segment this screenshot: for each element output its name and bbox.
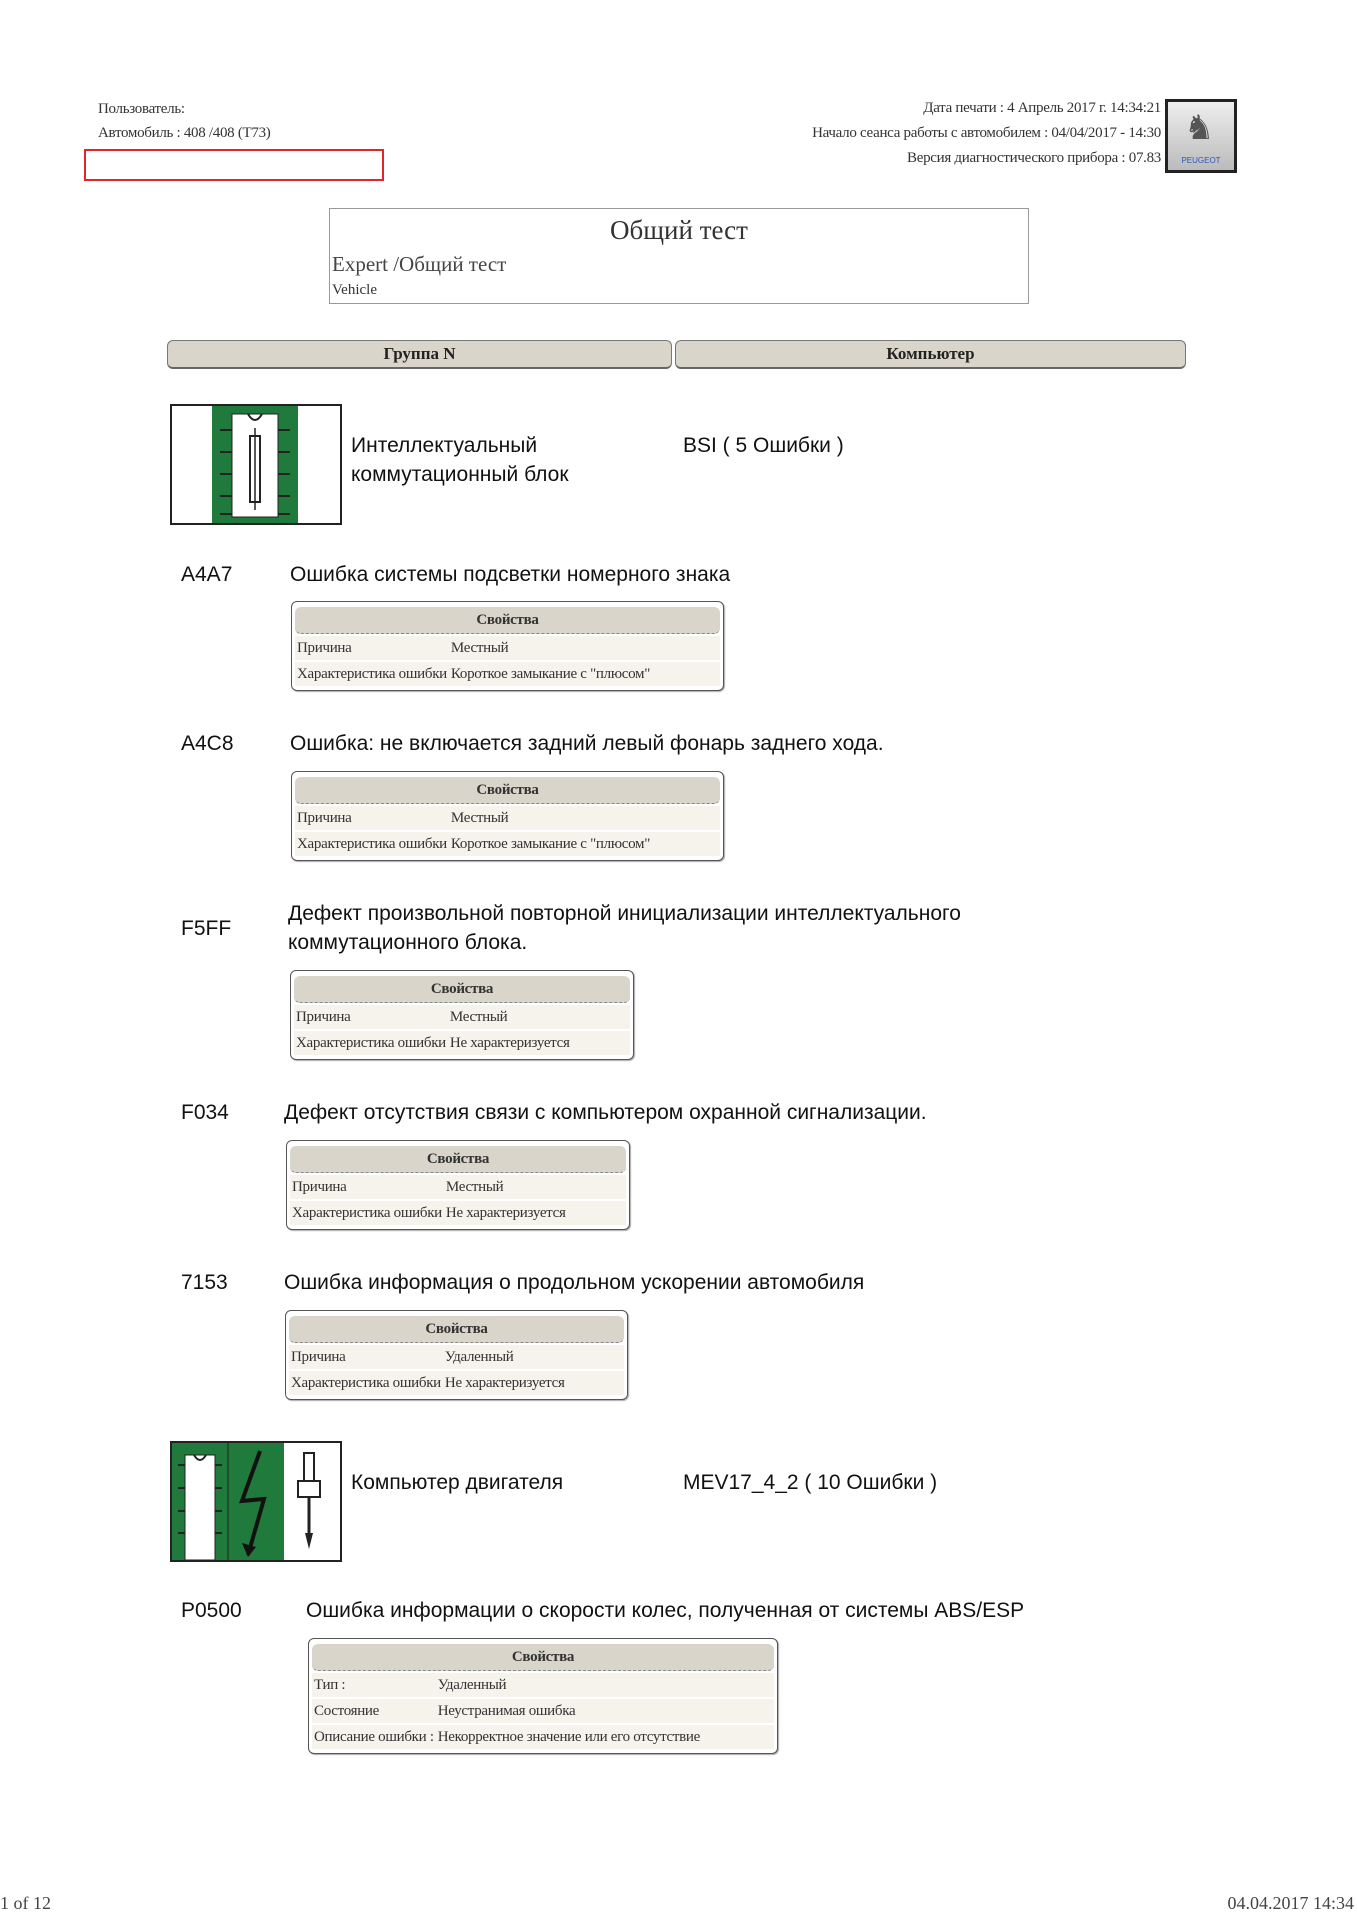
fault-title: коммутационного блока. (288, 931, 528, 954)
engine-ecu-icon (170, 1441, 342, 1562)
property-label: Характеристика ошибки (289, 1371, 443, 1395)
table-header-row (295, 607, 720, 634)
fault-title: Ошибка информация о продольном ускорении автомобиля (284, 1271, 865, 1294)
property-label: Характеристика ошибки (295, 662, 449, 686)
table-row (294, 1031, 630, 1055)
property-value: Неустранимая ошибка (436, 1699, 774, 1723)
property-value: Местный (449, 806, 720, 830)
property-label: Причина (290, 1175, 444, 1199)
property-label: Причина (295, 636, 449, 660)
highlight-box (84, 149, 384, 181)
fuse-box-icon (170, 404, 342, 525)
fault-title: Дефект отсутствия связи с компьютером охранной сигнализации. (284, 1101, 927, 1124)
property-value: Не характеризуется (443, 1371, 624, 1395)
properties-header: Свойства (295, 777, 720, 804)
table-row (312, 1673, 774, 1697)
table-row (312, 1699, 774, 1723)
property-value: Короткое замыкание с "плюсом" (449, 832, 720, 856)
lion-icon: ♞ (1184, 110, 1215, 147)
properties-table (290, 970, 634, 1060)
property-value: Удаленный (443, 1345, 624, 1369)
properties-header: Свойства (289, 1316, 624, 1343)
property-value: Короткое замыкание с "плюсом" (449, 662, 720, 686)
peugeot-logo (1165, 99, 1237, 173)
fault-code: A4C8 (181, 732, 234, 755)
table-row (290, 1201, 626, 1225)
property-value: Не характеризуется (444, 1201, 626, 1225)
properties-table (291, 771, 724, 861)
table-row (295, 636, 720, 660)
ecu-name: Интеллектуальный (351, 434, 538, 457)
properties-header: Свойства (312, 1644, 774, 1671)
properties-table (286, 1140, 630, 1230)
page-number: 1 of 12 (0, 1893, 51, 1913)
properties-header: Свойства (295, 607, 720, 634)
print-date: Дата печати : 4 Апрель 2017 г. 14:34:21 (923, 100, 1161, 116)
table-row (289, 1371, 624, 1395)
properties-grid (289, 1314, 624, 1397)
table-row (290, 1175, 626, 1199)
property-label: Характеристика ошибки (290, 1201, 444, 1225)
properties-header: Свойства (290, 1146, 626, 1173)
user-label: Пользователь: (98, 101, 185, 117)
properties-header: Свойства (294, 976, 630, 1003)
fault-code: 7153 (181, 1271, 228, 1294)
fault-code: F034 (181, 1101, 229, 1124)
fault-title: Ошибка информации о скорости колес, полученная от системы ABS/ESP (306, 1599, 1025, 1622)
table-row (295, 806, 720, 830)
fault-code: F5FF (181, 917, 232, 940)
property-value: Некорректное значение или его отсутствие (436, 1725, 774, 1749)
table-row (295, 832, 720, 856)
column-header-computer: Компьютер (675, 340, 1186, 369)
properties-grid (312, 1642, 774, 1751)
properties-table (291, 601, 724, 691)
fault-title: Дефект произвольной повторной инициализации интеллектуального (288, 902, 961, 925)
table-header-row (294, 976, 630, 1003)
fault-code: A4A7 (181, 563, 233, 586)
column-header-group: Группа N (167, 340, 672, 369)
table-row (294, 1005, 630, 1029)
footer-datetime: 04.04.2017 14:34 (1227, 1893, 1354, 1913)
property-value: Местный (448, 1005, 630, 1029)
properties-grid (295, 775, 720, 858)
breadcrumb: Expert /Общий тест (332, 252, 507, 276)
fault-title: Ошибка: не включается задний левый фонарь заднего хода. (290, 732, 884, 755)
ecu-computer: BSI ( 5 Ошибки ) (683, 434, 844, 457)
table-header-row (289, 1316, 624, 1343)
properties-grid (294, 974, 630, 1057)
table-row (289, 1345, 624, 1369)
fault-code: P0500 (181, 1599, 242, 1622)
property-value: Местный (449, 636, 720, 660)
property-value: Не характеризуется (448, 1031, 630, 1055)
table-header-row (295, 777, 720, 804)
property-value: Местный (444, 1175, 626, 1199)
logo-text: PEUGEOT (1181, 156, 1221, 165)
table-row (295, 662, 720, 686)
property-label: Состояние (312, 1699, 436, 1723)
property-label: Причина (289, 1345, 443, 1369)
properties-table (285, 1310, 628, 1400)
property-label: Причина (294, 1005, 448, 1029)
ecu-name: коммутационный блок (351, 463, 569, 486)
subtitle: Vehicle (332, 282, 377, 298)
title-box (329, 208, 1029, 304)
property-label: Причина (295, 806, 449, 830)
property-value: Удаленный (436, 1673, 774, 1697)
table-header-row (312, 1644, 774, 1671)
session-start: Начало сеанса работы с автомобилем : 04/04/2017 - 14:30 (812, 125, 1161, 141)
property-label: Описание ошибки : (312, 1725, 436, 1749)
fault-title: Ошибка системы подсветки номерного знака (290, 563, 731, 586)
page-title: Общий тест (610, 215, 748, 245)
property-label: Тип : (312, 1673, 436, 1697)
vehicle-info: Автомобиль : 408 /408 (T73) (98, 125, 271, 141)
table-header-row (290, 1146, 626, 1173)
properties-grid (295, 605, 720, 688)
properties-table (308, 1638, 778, 1754)
ecu-name: Компьютер двигателя (351, 1471, 564, 1494)
property-label: Характеристика ошибки (295, 832, 449, 856)
table-row (312, 1725, 774, 1749)
tool-version: Версия диагностического прибора : 07.83 (907, 150, 1161, 166)
property-label: Характеристика ошибки (294, 1031, 448, 1055)
ecu-computer: MEV17_4_2 ( 10 Ошибки ) (683, 1471, 938, 1494)
properties-grid (290, 1144, 626, 1227)
